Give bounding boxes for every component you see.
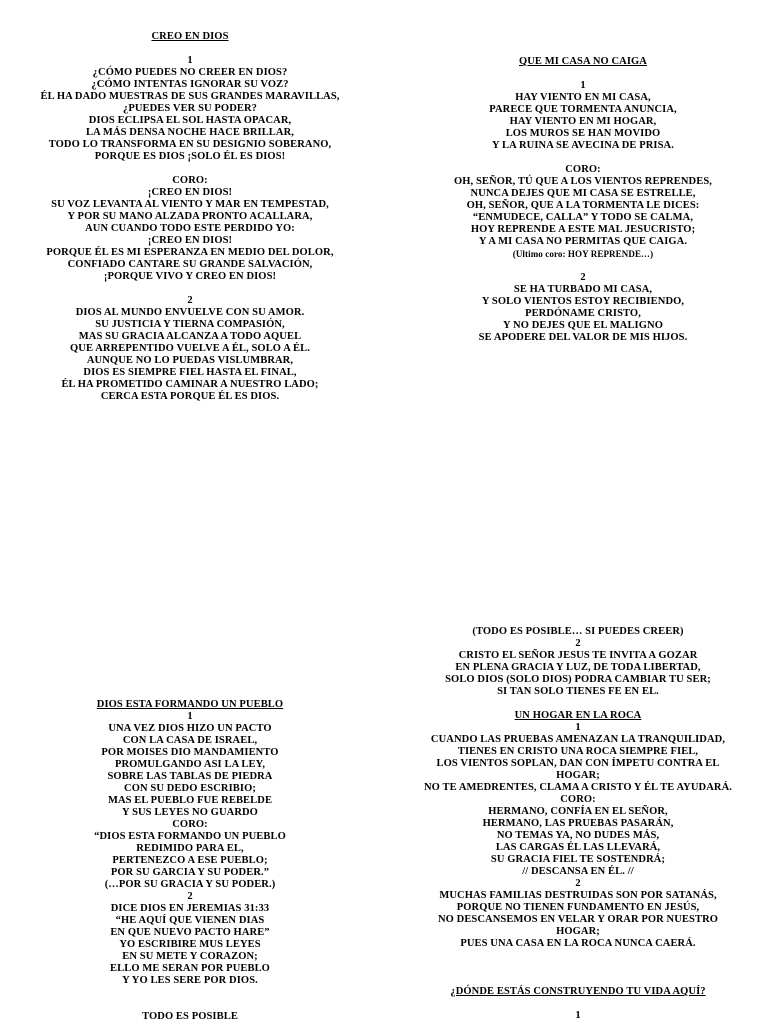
lyric-line: NO TEMAS YA, NO DUDES MÁS, [496, 830, 660, 841]
song-title: ¿DÓNDE ESTÁS CONSTRUYENDO TU VIDA AQUÍ? [450, 986, 706, 997]
spacer [420, 260, 746, 272]
lyric-line: 2 [580, 272, 586, 283]
lyric-line: ¿CÓMO INTENTAS IGNORAR SU VOZ? [91, 79, 289, 90]
lyric-line: HERMANO, LAS PRUEBAS PASARÁN, [482, 818, 674, 829]
lyric-line: EN QUE NUEVO PACTO HARE” [110, 927, 270, 938]
lyric-line: 2 [187, 295, 193, 306]
lyric-line: PUES UNA CASA EN LA ROCA NUNCA CAERÁ. [460, 938, 696, 949]
lyric-line: ¡PORQUE VIVO Y CREO EN DIOS! [103, 271, 277, 282]
lyric-line: CORO: [172, 819, 208, 830]
spacer [408, 998, 748, 1010]
spacer [408, 950, 748, 962]
lyric-line: SU GRACIA FIEL TE SOSTENDRÁ; [490, 854, 666, 865]
lyric-line: POR SU GARCIA Y SU PODER.” [110, 867, 270, 878]
lyric-line: “DIOS ESTA FORMANDO UN PUEBLO [94, 831, 286, 842]
lyric-line: 1 [187, 711, 193, 722]
lyric-line: CORO: [560, 794, 596, 805]
lyric-line: CON LA CASA DE ISRAEL, [122, 735, 258, 746]
song-que-mi-casa-no-caiga [420, 56, 746, 344]
lyric-line: DIOS ES SIEMPRE FIEL HASTA EL FINAL, [83, 367, 297, 378]
song-title: CREO EN DIOS [151, 31, 229, 42]
lyric-line: PARECE QUE TORMENTA ANUNCIA, [489, 104, 677, 115]
lyric-line: 1 [575, 1010, 581, 1021]
lyric-line: CON SU DEDO ESCRIBIO; [124, 783, 256, 794]
lyric-line: PROMULGANDO ASI LA LEY, [114, 759, 266, 770]
lyric-line: PERDÓNAME CRISTO, [525, 308, 641, 319]
lyric-line: Y NO DEJES QUE EL MALIGNO [503, 320, 663, 331]
lyric-line: SU VOZ LEVANTA AL VIENTO Y MAR EN TEMPESTAD, [51, 199, 329, 210]
lyric-line: HAY VIENTO EN MI HOGAR, [509, 116, 657, 127]
lyric-line: QUE ARREPENTIDO VUELVE A ÉL, SOLO A ÉL. [70, 343, 310, 354]
lyric-line: OH, SEÑOR, QUE A LA TORMENTA LE DICES: [466, 200, 700, 211]
lyric-line: Y SUS LEYES NO GUARDO [122, 807, 258, 818]
lyric-line: TODO LO TRANSFORMA EN SU DESIGNIO SOBERANO, [48, 139, 332, 150]
lyric-line: (TODO ES POSIBLE… SI PUEDES CREER) [472, 626, 684, 637]
lyric-line: Y POR SU MANO ALZADA PRONTO ACALLARA, [67, 211, 313, 222]
lyric-line: MAS EL PUEBLO FUE REBELDE [107, 795, 273, 806]
lyric-line: // DESCANSA EN ÉL. // [522, 866, 634, 877]
lyric-line: SI TAN SOLO TIENES FE EN EL. [497, 686, 659, 697]
lyric-line: CRISTO EL SEÑOR JESUS TE INVITA A GOZAR [458, 650, 698, 661]
lyric-line: LAS CARGAS ÉL LAS LLEVARÁ, [495, 842, 661, 853]
lyric-line: Y SOLO VIENTOS ESTOY RECIBIENDO, [481, 296, 685, 307]
lyric-line: (…POR SU GRACIA Y SU PODER.) [104, 879, 276, 890]
lyric-line: ¿PUEDES VER SU PODER? [122, 103, 258, 114]
lyric-line: CONFIADO CANTARE SU GRANDE SALVACIÓN, [67, 259, 313, 270]
lyric-line: LOS VIENTOS SOPLAN, DAN CON ÍMPETU CONTRA EL [436, 758, 720, 769]
lyric-line: ¡CREO EN DIOS! [147, 187, 233, 198]
song-title: DIOS ESTA FORMANDO UN PUEBLO [96, 699, 284, 710]
lyric-line: HERMANO, CONFÍA EN EL SEÑOR, [488, 806, 668, 817]
lyric-note: (Ultimo coro: HOY REPRENDE…) [512, 249, 654, 259]
lyric-line: HOY REPRENDE A ESTE MAL JESUCRISTO; [470, 224, 696, 235]
lyric-line: DICE DIOS EN JEREMIAS 31:33 [110, 903, 270, 914]
lyric-line: SE HA TURBADO MI CASA, [513, 284, 653, 295]
lyric-line: DIOS AL MUNDO ENVUELVE CON SU AMOR. [75, 307, 305, 318]
lyric-line: DIOS ECLIPSA EL SOL HASTA OPACAR, [88, 115, 292, 126]
lyric-line: Y LA RUINA SE AVECINA DE PRISA. [492, 140, 674, 151]
lyric-line: CORO: [565, 164, 601, 175]
spacer [420, 68, 746, 80]
lyric-line: 1 [575, 722, 581, 733]
lyric-line: POR MOISES DIO MANDAMIENTO [101, 747, 279, 758]
lyric-line: LA MÁS DENSA NOCHE HACE BRILLAR, [86, 127, 294, 138]
lyric-line: ¡CREO EN DIOS! [147, 235, 233, 246]
lyric-line: 1 [187, 55, 193, 66]
lyric-line: CERCA ESTA PORQUE ÉL ES DIOS. [100, 391, 280, 402]
lyric-line: REDIMIDO PARA EL, [136, 843, 244, 854]
spacer [35, 43, 345, 55]
spacer [408, 698, 748, 710]
lyric-line: OH, SEÑOR, TÚ QUE A LOS VIENTOS REPRENDES, [453, 176, 713, 187]
lyric-line: HAY VIENTO EN MI CASA, [515, 92, 651, 103]
lyric-line: “HE AQUÍ QUE VIENEN DIAS [115, 915, 265, 926]
lyric-line: 2 [575, 878, 581, 889]
spacer [408, 974, 748, 986]
lyric-line: SE APODERE DEL VALOR DE MIS HIJOS. [478, 332, 688, 343]
lyric-line: AUN CUANDO TODO ESTE PERDIDO YO: [85, 223, 295, 234]
lyric-line: MAS SU GRACIA ALCANZA A TODO AQUEL [78, 331, 302, 342]
lyric-line: PORQUE ES DIOS ¡SOLO ÉL ES DIOS! [94, 151, 286, 162]
lyric-line: 1 [580, 80, 586, 91]
lyric-line: SU JUSTICIA Y TIERNA COMPASIÓN, [95, 319, 285, 330]
spacer [35, 999, 345, 1011]
lyric-line: Y YO LES SERE POR DIOS. [122, 975, 258, 986]
lyric-line: AUNQUE NO LO PUEDAS VISLUMBRAR, [86, 355, 294, 366]
lyric-line: YO ESCRIBIRE MUS LEYES [119, 939, 261, 950]
lyric-line: LOS MUROS SE HAN MOVIDO [505, 128, 661, 139]
lyric-line: HOGAR; [556, 770, 600, 781]
spacer [35, 283, 345, 295]
spacer [35, 163, 345, 175]
song-un-hogar-en-la-roca [408, 626, 748, 1022]
lyric-line: SOLO DIOS (SOLO DIOS) PODRA CAMBIAR TU SER; [445, 674, 711, 685]
spacer [408, 962, 748, 974]
lyric-line: SOBRE LAS TABLAS DE PIEDRA [107, 771, 273, 782]
lyric-line: TODO ES POSIBLE [142, 1011, 238, 1022]
lyric-line: “ENMUDECE, CALLA” Y TODO SE CALMA, [472, 212, 694, 223]
lyric-line: EN PLENA GRACIA Y LUZ, DE TODA LIBERTAD, [455, 662, 701, 673]
lyric-line: ÉL HA DADO MUESTRAS DE SUS GRANDES MARAVILLAS, [40, 91, 340, 102]
lyric-line: NO TE AMEDRENTES, CLAMA A CRISTO Y ÉL TE AYUDARÁ. [423, 782, 733, 793]
lyric-line: ¿CÓMO PUEDES NO CREER EN DIOS? [92, 67, 288, 78]
lyric-line: 2 [187, 891, 193, 902]
lyric-line: MUCHAS FAMILIAS DESTRUIDAS SON POR SATANÁS, [439, 890, 717, 901]
spacer [420, 152, 746, 164]
lyric-line: ÉL HA PROMETIDO CAMINAR A NUESTRO LADO; [61, 379, 319, 390]
song-title: QUE MI CASA NO CAIGA [518, 56, 647, 67]
lyric-line: PORQUE ÉL ES MI ESPERANZA EN MEDIO DEL DOLOR, [46, 247, 334, 258]
lyric-line: CORO: [172, 175, 208, 186]
lyric-line: EN SU METE Y CORAZON; [122, 951, 258, 962]
lyric-line: HOGAR; [556, 926, 600, 937]
song-creo-en-dios [35, 31, 345, 403]
song-title: UN HOGAR EN LA ROCA [514, 710, 642, 721]
lyric-line: NUNCA DEJES QUE MI CASA SE ESTRELLE, [470, 188, 696, 199]
lyric-line: CUANDO LAS PRUEBAS AMENAZAN LA TRANQUILIDAD, [430, 734, 726, 745]
lyric-line: 2 [575, 638, 581, 649]
song-dios-esta-formando-un-pueblo [35, 699, 345, 1023]
lyric-line: TIENES EN CRISTO UNA ROCA SIEMPRE FIEL, [457, 746, 699, 757]
lyric-line: PORQUE NO TIENEN FUNDAMENTO EN JESÚS, [456, 902, 700, 913]
lyric-line: UNA VEZ DIOS HIZO UN PACTO [108, 723, 272, 734]
lyric-line: NO DESCANSEMOS EN VELAR Y ORAR POR NUESTRO [437, 914, 719, 925]
lyric-line: PERTENEZCO A ESE PUEBLO; [112, 855, 268, 866]
lyric-line: Y A MI CASA NO PERMITAS QUE CAIGA. [478, 236, 688, 247]
spacer [35, 987, 345, 999]
lyric-line: ELLO ME SERAN POR PUEBLO [110, 963, 270, 974]
